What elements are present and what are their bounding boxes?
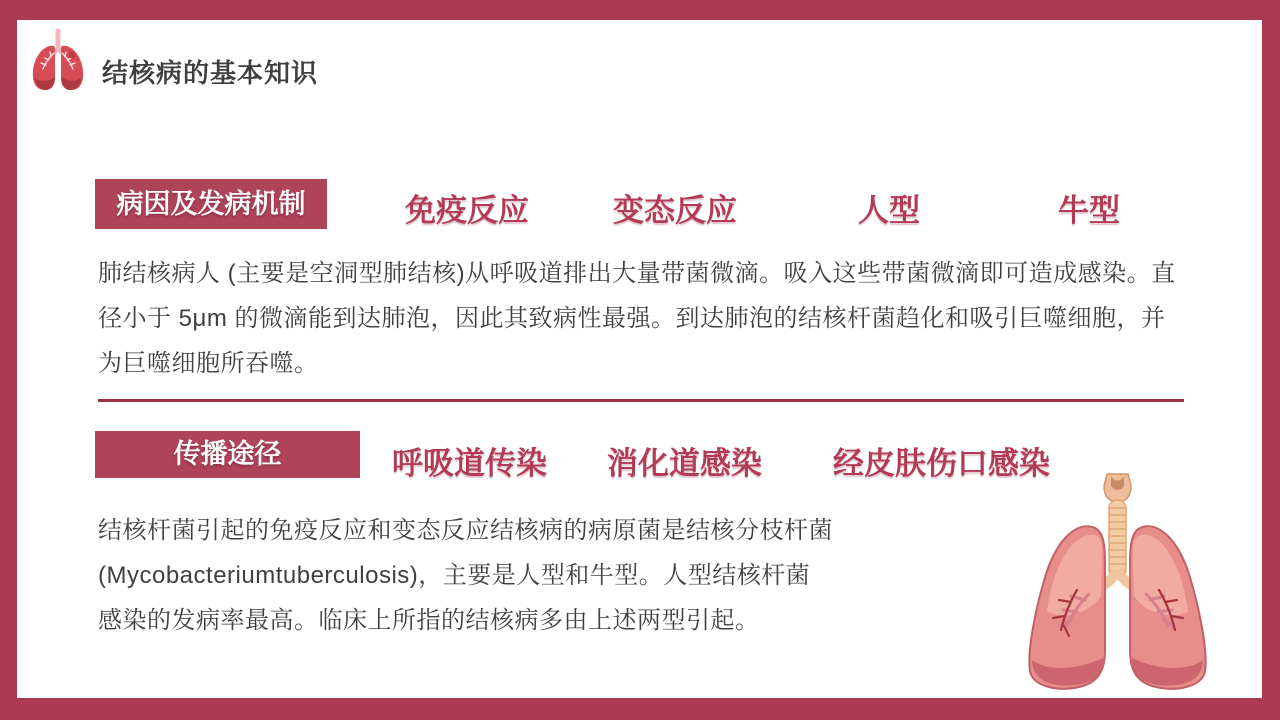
- section2-keyword-1: 呼吸道传染: [392, 446, 547, 481]
- section1-keyword-2: 变态反应: [613, 193, 737, 228]
- section2-heading-box: 传播途径: [95, 431, 360, 478]
- section1-heading-box: 病因及发病机制: [95, 179, 327, 229]
- frame-top-bar: [0, 0, 1280, 20]
- section-divider: [98, 399, 1184, 402]
- frame-left-bar: [0, 0, 17, 720]
- lungs-anatomy-illustration: [1015, 470, 1220, 698]
- section1-body: [98, 251, 1190, 386]
- section2-body-line: 结核杆菌引起的免疫反应和变态反应结核病的病原菌是结核分枝杆菌: [98, 517, 833, 544]
- section1-keyword-3: 人型: [858, 193, 920, 228]
- frame-right-bar: [1262, 0, 1280, 720]
- lungs-icon: [26, 27, 90, 95]
- section1-keyword-4: 牛型: [1058, 193, 1120, 228]
- section1-body-line: 肺结核病人 (主要是空洞型肺结核)从呼吸道排出大量带菌微滴。吸入这些带菌微滴即可造成感染。直: [98, 260, 1176, 287]
- section1-keyword-1: 免疫反应: [405, 193, 529, 228]
- section2-keyword-3: 经皮肤伤口感染: [833, 446, 1050, 481]
- section2-body-line: (Mycobacteriumtuberculosis)，主要是人型和牛型。人型结核杆菌: [98, 562, 811, 589]
- section2-keyword-2: 消化道感染: [607, 446, 762, 481]
- page-title: 结核病的基本知识: [102, 58, 319, 88]
- frame-bottom-bar: [0, 698, 1280, 720]
- section1-body-line: 为巨噬细胞所吞噬。: [98, 350, 319, 377]
- section2-body: [98, 508, 878, 643]
- section1-body-line: 径小于 5μm 的微滴能到达肺泡，因此其致病性最强。到达肺泡的结核杆菌趋化和吸引巨噬细胞，并: [98, 305, 1166, 332]
- section2-body-line: 感染的发病率最高。临床上所指的结核病多由上述两型引起。: [98, 607, 760, 634]
